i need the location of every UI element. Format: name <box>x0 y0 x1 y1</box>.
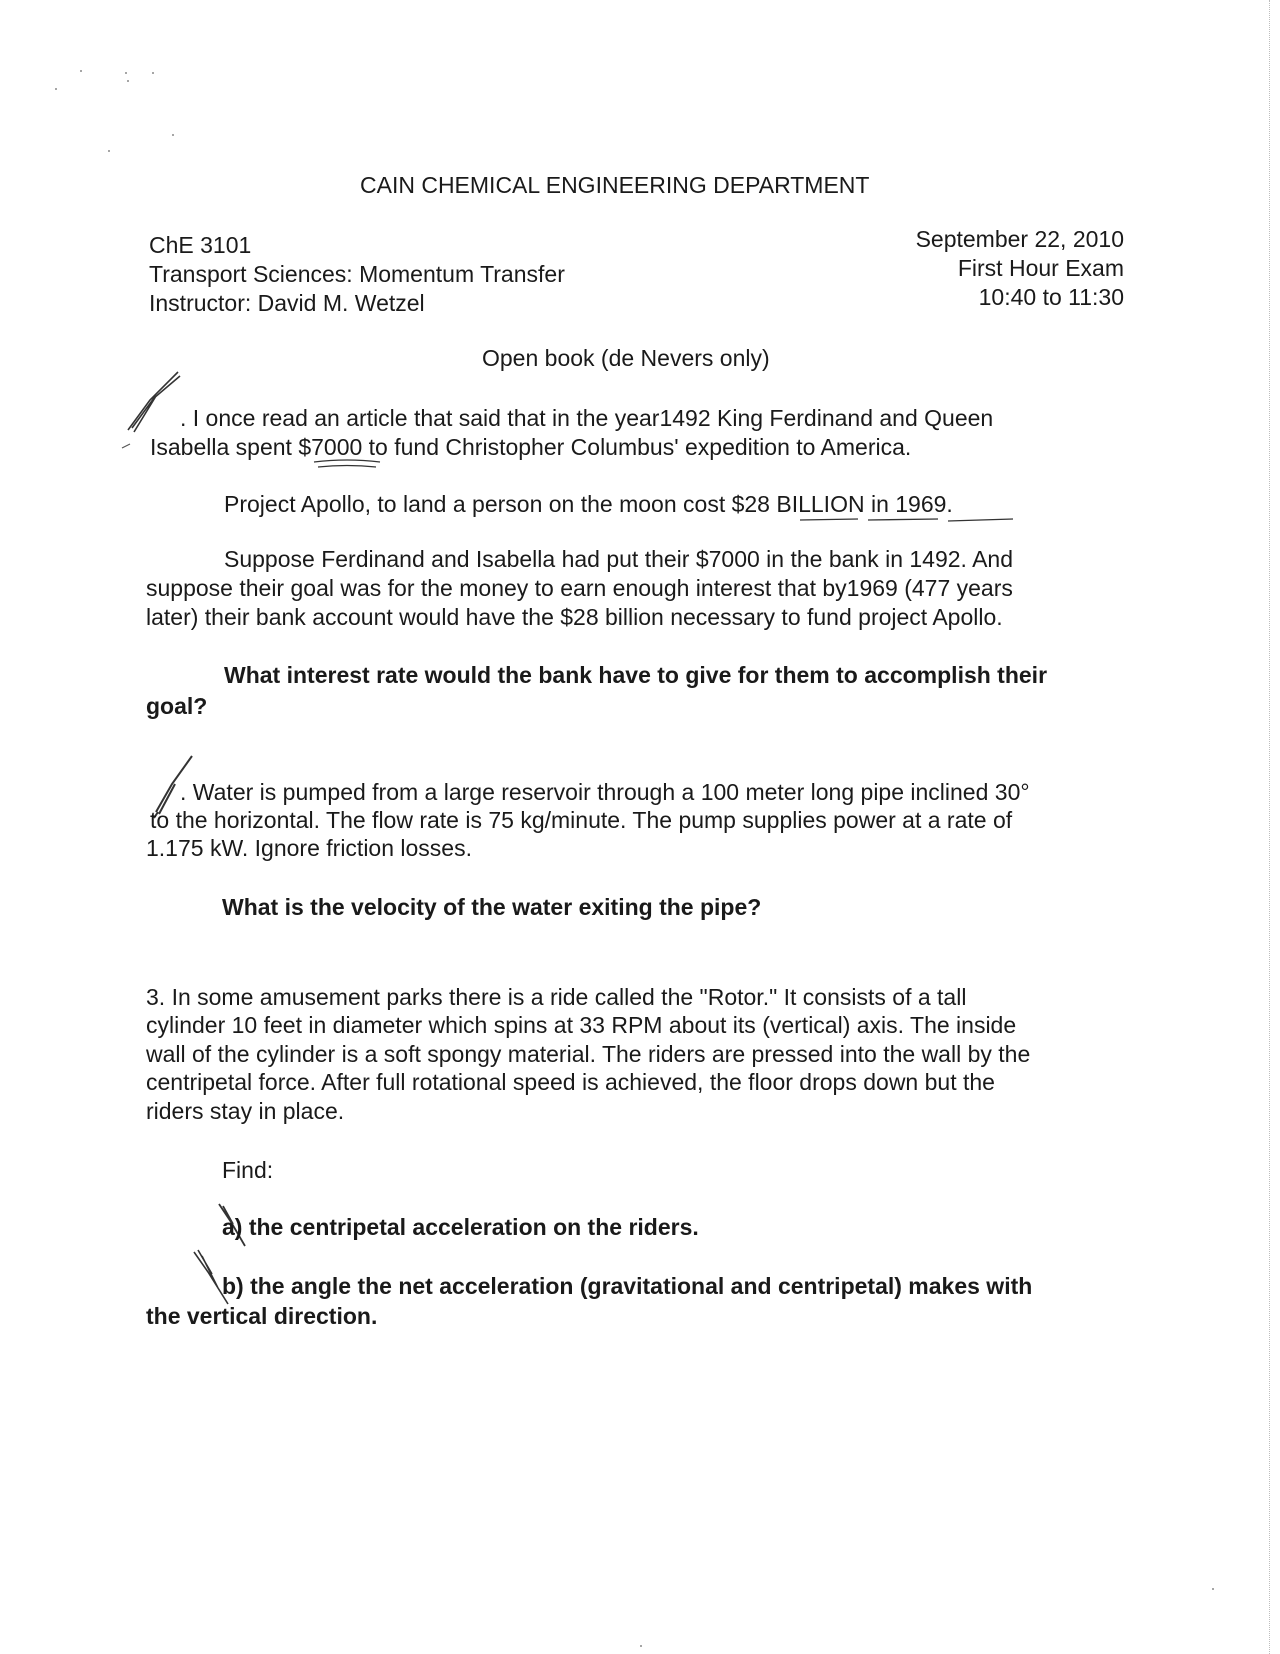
course-code: ChE 3101 <box>149 232 252 258</box>
open-book-note: Open book (de Nevers only) <box>482 345 770 371</box>
problem-3-line-3: wall of the cylinder is a soft spongy material. The riders are pressed into the wall by the <box>146 1041 1031 1067</box>
problem-1-question-line-2: goal? <box>146 693 208 719</box>
exam-time: 10:40 to 11:30 <box>978 284 1124 310</box>
scan-speck <box>55 88 57 90</box>
scan-speck <box>108 150 110 152</box>
scan-speck <box>172 134 174 136</box>
problem-3-line-2: cylinder 10 feet in diameter which spins at 33 RPM about its (vertical) axis. The inside <box>146 1012 1017 1038</box>
scan-speck <box>127 80 129 82</box>
problem-1-question-line-1: What interest rate would the bank have to give for them to accomplish their <box>224 662 1048 688</box>
course-title: Transport Sciences: Momentum Transfer <box>149 261 565 287</box>
problem-3-line-1: 3. In some amusement parks there is a ride called the "Rotor." It consists of a tall <box>146 984 967 1010</box>
problem-2-line-2: to the horizontal. The flow rate is 75 kg/minute. The pump supplies power at a rate of <box>150 807 1013 833</box>
underline-mark <box>312 458 382 470</box>
scan-speck <box>640 1645 642 1647</box>
problem-3-line-5: riders stay in place. <box>146 1098 345 1124</box>
problem-1-para-line-1: Suppose Ferdinand and Isabella had put their $7000 in the bank in 1492. And <box>224 546 1013 572</box>
part-a: a) the centripetal acceleration on the riders. <box>222 1214 699 1240</box>
problem-2-line-1: . Water is pumped from a large reservoir through a 100 meter long pipe inclined 30° <box>180 779 1030 805</box>
part-b-line-1: b) the angle the net acceleration (gravitational and centripetal) makes with <box>222 1273 1033 1299</box>
problem-1-apollo: Project Apollo, to land a person on the moon cost $28 BILLION in 1969. <box>224 491 953 517</box>
problem-1-line-1: . I once read an article that said that in the year1492 King Ferdinand and Queen <box>180 405 994 431</box>
problem-1-para-line-3: later) their bank account would have the $28 billion necessary to fund project Apollo. <box>146 604 1003 630</box>
course-info-block <box>149 231 565 318</box>
instructor-name: Instructor: David M. Wetzel <box>149 290 425 316</box>
exam-info-block <box>916 225 1124 312</box>
exam-date: September 22, 2010 <box>915 226 1124 252</box>
problem-1-line-2: Isabella spent $7000 to fund Christopher Columbus' expedition to America. <box>150 434 912 460</box>
scan-speck <box>1212 1588 1214 1590</box>
part-b-line-2: the vertical direction. <box>146 1303 378 1329</box>
problem-3-line-4: centripetal force. After full rotational speed is achieved, the floor drops down but the <box>146 1069 995 1095</box>
find-label: Find: <box>222 1157 274 1183</box>
exam-name: First Hour Exam <box>957 255 1124 281</box>
scan-edge-divider <box>1269 0 1270 1654</box>
underline-mark <box>798 515 1018 525</box>
scan-speck <box>152 72 154 74</box>
department-title: CAIN CHEMICAL ENGINEERING DEPARTMENT <box>360 172 870 198</box>
problem-1-para-line-2: suppose their goal was for the money to earn enough interest that by1969 (477 years <box>146 575 1013 601</box>
problem-2-question: What is the velocity of the water exiting the pipe? <box>222 894 762 920</box>
scan-speck <box>80 70 82 72</box>
problem-2-line-3: 1.175 kW. Ignore friction losses. <box>146 835 472 861</box>
scan-speck <box>125 72 127 74</box>
